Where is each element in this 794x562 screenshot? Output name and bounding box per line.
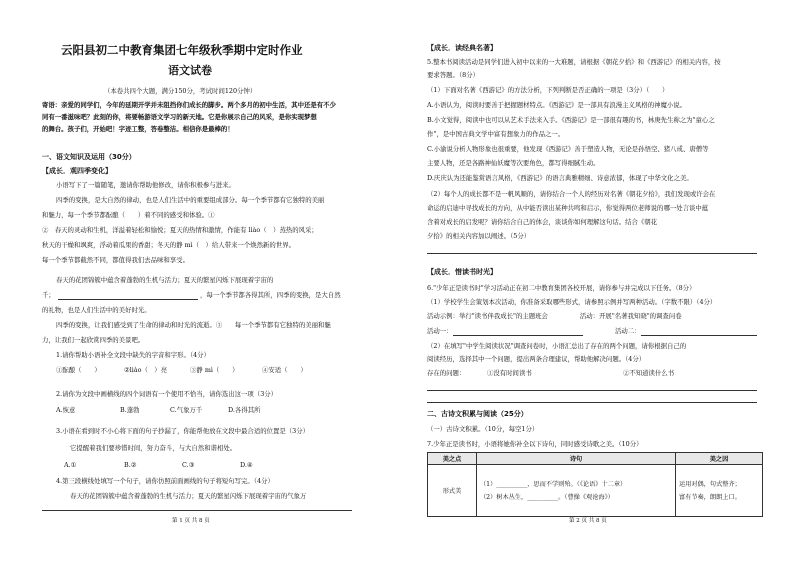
- notice-line-2: 同有一番滋味吧？此刻的你，将要畅游语文学习的新天地。它是你展示自己的风采，是你实现梦想: [42, 113, 317, 121]
- question-3: 3.小语在看到时不小心将下面的句子抄漏了，你能帮他放在文段中最合适的位置是（3分）: [56, 427, 310, 435]
- q2-option: C.气象万千: [170, 406, 203, 414]
- exam-info: （本卷共四个大题，满分150分，考试时间120分钟）: [104, 87, 257, 95]
- paragraph-line: 四季的变换，是大自然的律动，也是人们生活中的重要组成部分。每一个季节都有它独特的美丽: [56, 196, 325, 204]
- paragraph-line: 和魅力，每一个季节都酝酿（ ）着不同的感受和体验。①: [42, 211, 215, 219]
- paragraph-line: 春天的花团锦簇中蕴含着蓬勃的生机与活力；夏天的繁星闪烁下展现着宇宙的: [56, 276, 274, 284]
- question-5: 5.整本书阅读活动是同学们进入初中以来的一大难题，请根据《朝花夕拾》和《西游记》的相关内容，按: [427, 58, 721, 66]
- table-row-label: 形式美: [428, 465, 477, 517]
- q2-option: D.各得其所: [228, 406, 261, 414]
- q1-option: ①酝酿（ ）: [56, 366, 101, 374]
- table-header: 美之点: [428, 453, 477, 465]
- q5-option-a: A.小语认为，阅读时要善于把握题材特点。《西游记》是一部具有浪漫主义风格的神魔小说。: [427, 101, 687, 109]
- notice-line-3: 的舞台。孩子们，开始吧！字迹工整，答卷整洁。相信你是最棒的！: [42, 125, 234, 133]
- paragraph-line: 的礼物，也是人们生活中的美好时光。: [42, 306, 151, 314]
- q6-example: 活动示例：举行"读书伴我成长"的主题班会 活动：开展"名著我知晓"的调查问卷: [427, 312, 682, 320]
- q5-option-c-cont: 主要人物，还是各路神仙妖魔等次要角色，都写得细腻生动。: [427, 159, 600, 167]
- page-2: [397, 0, 794, 562]
- paragraph-line: 每一个季节都截然不同，都值得我们去品味和享受。: [42, 256, 189, 264]
- section-2-title: 二、古诗文积累与阅读（25分）: [427, 410, 528, 418]
- q2-option: A.恢意: [56, 406, 76, 414]
- table-poem-line: （2）树木丛生，__________。（曹操《观沧海》）: [480, 493, 614, 501]
- q1-option: ③静 mì（ ）: [190, 366, 239, 374]
- q6-activity-2-label: 活动二：: [615, 327, 641, 335]
- q3-option: C.③: [182, 461, 195, 469]
- exam-title: 云阳县初二中教育集团七年级秋季期中定时作业: [61, 43, 303, 57]
- table-reason-line: 富有节奏，朗朗上口。: [679, 493, 741, 501]
- notice-line-1: 寄语：亲爱的同学们，今年的延期开学并未阻挡你们成长的脚步。两个多月的初中生活，其中还是有不少: [42, 101, 336, 109]
- sub-section-title: 【成长．读经典名著】: [427, 44, 497, 52]
- table-header: 诗句: [477, 453, 676, 465]
- q1-option: ④安适（ ）: [262, 366, 307, 374]
- q6-activity-1-label: 活动一：: [427, 327, 453, 335]
- q3-option: D.④: [240, 461, 253, 469]
- question-2: 2.请你为文段中画横线的四个词语有一个使用不恰当，请你选出这一项（3分）: [56, 390, 278, 398]
- page-footer: 第 1 页 共 8 页: [172, 518, 210, 524]
- question-5-cont: 要求答题。（8分）: [427, 71, 479, 79]
- q5-option-b-cont: 作"，是中国古典文学中富有想象力的作品之一。: [427, 130, 565, 138]
- q6-problem-option: ①没有时间读书: [487, 369, 532, 377]
- q5-part-2-cont: 命运的启迪中寻找成长的方向，从中能否读出某种共鸣和启示，你觉得两位老师说的哪一处言谈中蕴: [427, 204, 709, 212]
- q3-option: B.②: [124, 461, 137, 469]
- table-reason-line: 运用对偶，句式整齐；: [679, 480, 741, 488]
- q2-option: B.蓬勃: [120, 406, 140, 414]
- q5-part-2-cont: 夕拾》的相关内容加以阐述。（5分）: [427, 232, 531, 240]
- q6-problem-option: ②不知道读什么书: [623, 369, 675, 377]
- q6-part-1: （1）学校学生会策划本次活动，你准备采取哪些形式，请参照示例并写两种活动。（字数不限）（4分）: [427, 298, 717, 306]
- q3-option: A.①: [64, 461, 77, 469]
- poem-table: [427, 452, 763, 517]
- q6-part-2: （2）在填写"中学生阅读状况"调查问卷时，小语汇总出了存在的两个问题，请你根据自己的: [427, 342, 687, 350]
- q6-part-2-cont: 阅读经历，选择其中一个问题，提出两条合理建议，帮助他解决问题。（4分）: [427, 355, 646, 363]
- q5-part-2: （2）每个人的成长都不是一帆风顺的，请你结合一个人的经历对名著《朝花夕拾》，我们发现或许会在: [427, 190, 716, 198]
- paragraph-line: ，每一个季节都各得其所，四季的变换，是大自然: [200, 291, 341, 299]
- paragraph-line: ② 春天的灵动和生机，洋溢着轻松和愉悦；夏天的热情和激情，作能有 lìào（ ）蒸热的风采；: [42, 226, 318, 234]
- page-footer: 第 2 页 共 8 页: [569, 518, 607, 524]
- table-header: 美之因: [676, 453, 763, 465]
- q3-sentence: 它提醒着我们要珍惜时间，努力奋斗，与大自然和谐相处。: [70, 444, 237, 452]
- sub-section-title: 【成长．观四季变化】: [42, 167, 112, 175]
- sub-section-title: 【成长．惜读书时光】: [427, 268, 497, 276]
- paragraph-line: 千；: [42, 291, 55, 299]
- section-1-title: 一、语文知识及运用（30分）: [42, 153, 136, 161]
- question-1: 1.请你帮助小语补全文段中缺失的字音和字形。（4分）: [56, 351, 210, 359]
- paragraph-line: 力，让我们一起欣赏四季的美景吧。: [42, 336, 145, 344]
- q1-option: ②liào（ ）亮: [124, 366, 168, 374]
- q5-part-2-cont: 含着对成长的启发呢？请你结合自己的体会，谈谈你如何理解这句话。结合《朝花: [427, 218, 658, 226]
- q5-option-d: D.庆庆认为还能鉴赏语言风格，《西游记》的语言典雅精细、诗意浓郁，体现了中华文化之美。: [427, 174, 693, 182]
- sub-section-1: （一）古诗文积累。（10分，每空1分）: [427, 425, 539, 433]
- paragraph-line: 四季的变换，让我们感受到了生命的律动和时光的流逝。③ 每一个季节都有它独特的美丽和魅: [56, 321, 331, 329]
- exam-subtitle: 语文试卷: [168, 64, 212, 77]
- q6-problem-label: 存在的问题：: [427, 369, 466, 377]
- q5-option-b: B.小文觉得，阅读中也可以从艺术手法来入手。《西游记》是一部很有趣的书，林庚先生称之为"童心之: [427, 116, 715, 124]
- question-4: 4.第三段横线处填写一个句子，请你仿照前面画线的句子将短句写完。（4分）: [56, 477, 274, 485]
- q5-part-1: （1）下面对名著《西游记》的方法分析，下列判断是否正确的一项是（3分）（ ）: [427, 86, 669, 94]
- question-7: 7.少年正是读书时，小语将她你补全以下诗句，同时感受诗歌之美。（10分）: [427, 440, 643, 448]
- question-6: 6."少年正是读书时"学习活动正在初二中教育集团各校开展，请你参与并完成以下任务。（8分）: [427, 284, 696, 292]
- q5-option-c: C.小渝说分析人物形象也很重要，他发现《西游记》善于塑造人物，无论是孙悟空、猪八戒、唐僧等: [427, 145, 709, 153]
- paragraph-line: 秋天的干燥和飒爽，浮动着瓜果的香甜；冬天的静 mì（ ）给人带来一个焕然新的世界。: [42, 241, 295, 249]
- q4-text: 春天的花团锦簇中蕴含着蓬勃的生机与活力；夏天的繁星闪烁下展现着宇宙的气象万: [70, 492, 307, 500]
- table-poem-line: （1）__________，思而不学则殆。（《论语》十二章）: [480, 480, 627, 488]
- paragraph-line: 小语写下了一篇随笔，邀请你帮助他修改，请你积极参与进来。: [56, 181, 235, 189]
